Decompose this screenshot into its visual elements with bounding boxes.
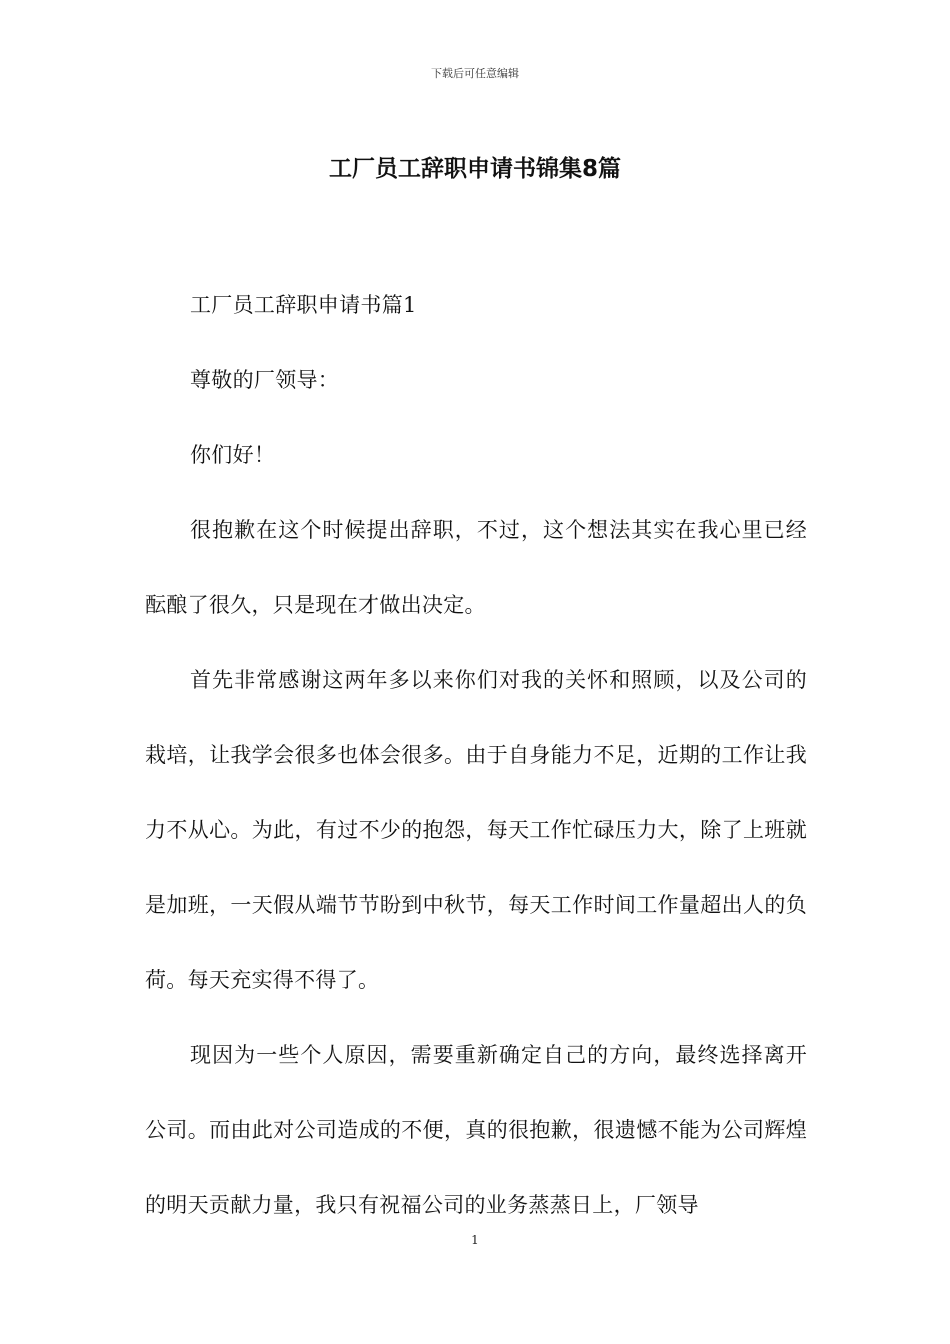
section-heading: 工厂员工辞职申请书篇1 bbox=[190, 293, 417, 317]
body-paragraph: 现因为一些个人原因，需要重新确定自己的方向，最终选择离开公司。而由此对公司造成的不便，真的很抱歉，很遗憾不能为公司辉煌的明天贡献力量，我只有祝福公司的业务蒸蒸日上，厂领导 bbox=[145, 1043, 807, 1217]
salutation: 尊敬的厂领导： bbox=[190, 368, 340, 392]
document-body bbox=[145, 268, 807, 1243]
document-title: 工厂员工辞职申请书锦集8篇 bbox=[328, 156, 621, 182]
header-note: 下载后可任意编辑 bbox=[431, 67, 519, 80]
greeting: 你们好！ bbox=[190, 443, 276, 467]
body-paragraph: 很抱歉在这个时候提出辞职，不过，这个想法其实在我心里已经酝酿了很久，只是现在才做出决定。 bbox=[145, 518, 807, 617]
body-paragraph: 首先非常感谢这两年多以来你们对我的关怀和照顾，以及公司的栽培，让我学会很多也体会很多。由于自身能力不足，近期的工作让我力不从心。为此，有过不少的抱怨，每天工作忙碌压力大，除了上班就是加班，一天假从端节节盼到中秋节，每天工作时间工作量超出人的负荷。每天充实得不得了。 bbox=[145, 668, 807, 992]
page-number: 1 bbox=[471, 1233, 479, 1247]
